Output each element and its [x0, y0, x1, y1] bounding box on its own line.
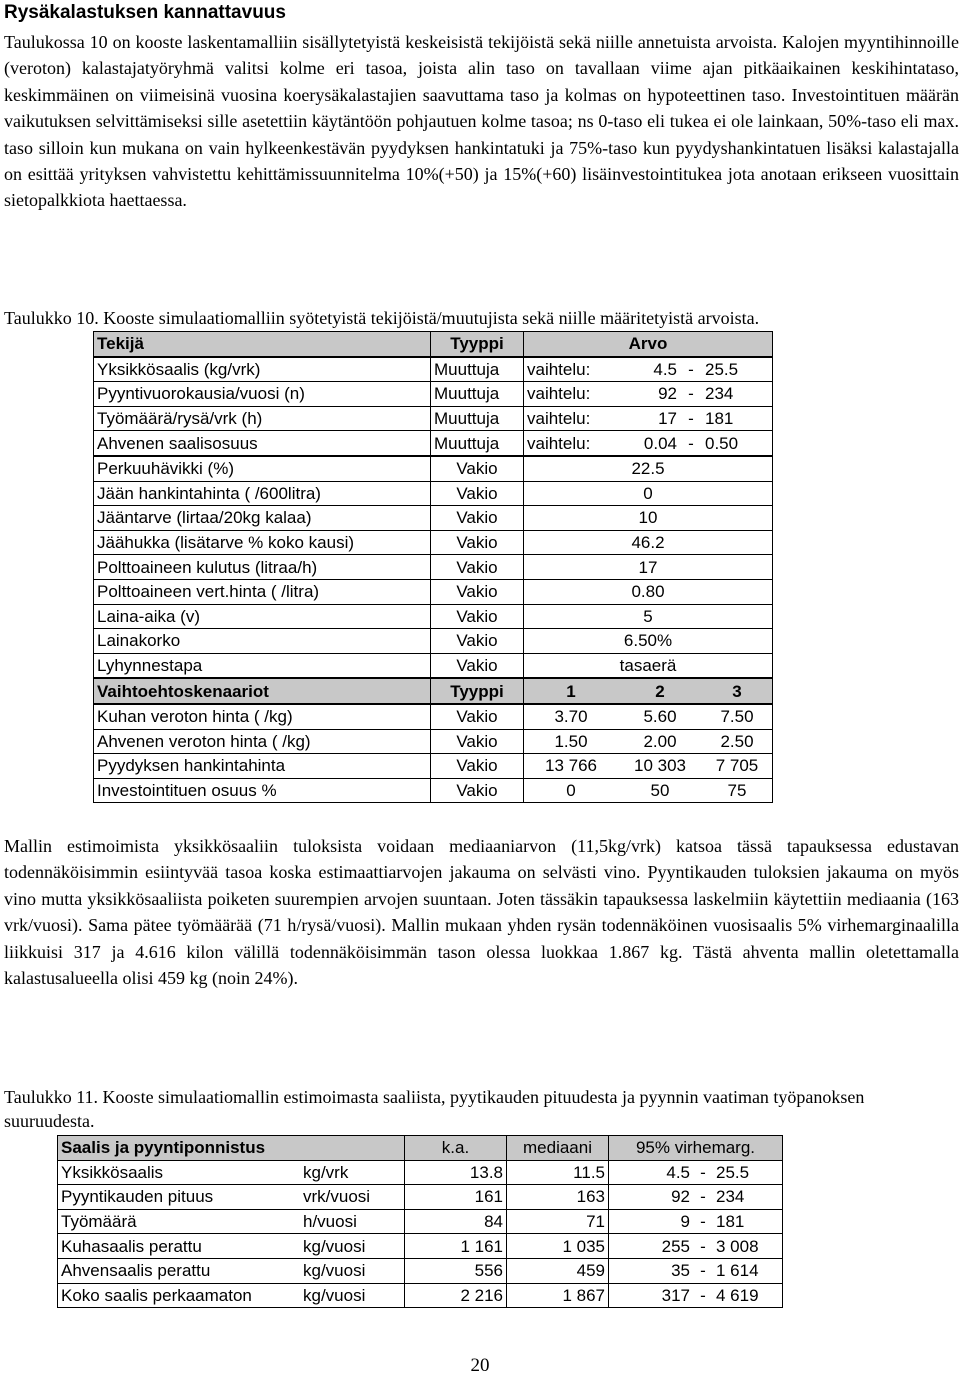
table-cell: Kuhasaalis perattu — [58, 1234, 301, 1259]
table-cell: Vakio — [431, 506, 524, 531]
table-cell: 22.5 — [524, 456, 773, 481]
table-cell: 234 — [713, 1185, 783, 1210]
table-row — [58, 1283, 783, 1308]
table-row — [94, 530, 773, 555]
intro-paragraph: Taulukossa 10 on kooste laskentamalliin sisällytetyistä keskeisistä tekijöistä sekä niille annetuista arvoista. Kalojen myyntihinnoille (veroton) kalastajatyöryhmä valitsi kolme eri tasoa, joista alin taso on tavallaan viime ajan pitkäaikainen keskihintataso, keskimmäinen on viimeisinä vuosina koerysäkalastajien saavuttama taso ja kolmas on hypoteettinen taso. Investointituen määrän vaikutuksen selvittämiseksi sille asetettiin käytäntöön pohjautuen kolme tasoa; ns 0-taso eli tukea ei ole lainkaan, 50%-taso eli max. taso silloin kun mukana on vain hylkeenkestävän pyydyksen hankintatuki ja 75%-taso kun pyydyshankintatuen lisäksi kalastajalla on esittää yrityksen vahvistettu kehittämissuunnitelma 10%(+50) ja 15%(+60) lisäinvestointitukea jota anotaan erikseen vuosittain sietopalkkiota haettaessa. — [4, 32, 959, 211]
table-cell: Vakio — [431, 579, 524, 604]
table-cell: kg/vuosi — [300, 1283, 405, 1308]
header-cell: Vaihtoehtoskenaariot — [94, 678, 431, 704]
table-cell: - — [693, 1209, 713, 1234]
table-row — [94, 481, 773, 506]
table-cell: Investointituen osuus % — [94, 778, 431, 803]
table-cell: - — [680, 406, 702, 431]
table-cell: 9 — [609, 1209, 694, 1234]
table-cell: Muuttuja — [431, 406, 524, 431]
table-cell: 0 — [524, 778, 619, 803]
table-header-row — [94, 332, 773, 357]
table-cell: 92 — [618, 382, 680, 407]
table10-model-inputs — [93, 331, 773, 803]
table-cell: 10 — [524, 506, 773, 531]
header-cell: Tekijä — [94, 332, 431, 357]
table-row — [94, 555, 773, 580]
table-header-row — [58, 1136, 783, 1161]
table-cell: vaihtelu: — [524, 431, 619, 456]
table-cell: - — [693, 1234, 713, 1259]
table-cell: 2.50 — [702, 729, 773, 754]
table-cell: Polttoaineen vert.hinta ( /litra) — [94, 579, 431, 604]
header-cell: k.a. — [405, 1136, 507, 1161]
table-header-row — [94, 678, 773, 704]
table-cell: 255 — [609, 1234, 694, 1259]
table-cell: tasaerä — [524, 653, 773, 678]
table-cell: Vakio — [431, 555, 524, 580]
table-row — [94, 431, 773, 456]
table-cell: 181 — [713, 1209, 783, 1234]
table-row — [94, 357, 773, 382]
table-row — [58, 1234, 783, 1259]
results-paragraph: Mallin estimoimista yksikkösaaliin tuloksista voidaan mediaaniarvon (11,5kg/vrk) katsoa tässä tapauksessa edustavan todennäköisimmin esiintyvää tasoa koska estimaattiarvojen jakauma on selvästi vino. Pyyntikauden tuloksien jakauma on myös vino mutta yksikkösaaliista poiketen suurempien arvojen suuntaan. Joten tässäkin tapauksessa laskelmiin käytettiin mediaania (163 vrk/vuosi). Sama pätee työmäärää (71 h/rysä/vuosi). Mallin mukaan yhden rysän todennäköinen vuosisaalis 5% virhemarginaalilla liikkuisi 317 ja 4.616 kilon välillä todennäköisimmän tason olessa luokkaa 1.867 kg. Tästä ahventa mallin oletettamalla kalastusalueella olisi 459 kg (noin 24%). — [4, 836, 959, 989]
table-cell: Vakio — [431, 754, 524, 779]
table-cell: Pyydyksen hankintahinta — [94, 754, 431, 779]
table-cell: 13.8 — [405, 1160, 507, 1185]
table-cell: 7.50 — [702, 704, 773, 729]
table-cell: 1 614 — [713, 1258, 783, 1283]
table-cell: kg/vuosi — [300, 1234, 405, 1259]
table-cell: Vakio — [431, 629, 524, 654]
table-cell: Lyhynnestapa — [94, 653, 431, 678]
table-row — [94, 629, 773, 654]
table-cell: 459 — [507, 1258, 609, 1283]
table-cell: Vakio — [431, 729, 524, 754]
table-cell: 0 — [524, 481, 773, 506]
table-cell: 317 — [609, 1283, 694, 1308]
table-cell: 7 705 — [702, 754, 773, 779]
table-cell: 5.60 — [618, 704, 702, 729]
table-cell: 5 — [524, 604, 773, 629]
table-cell: 1 867 — [507, 1283, 609, 1308]
table-cell: 84 — [405, 1209, 507, 1234]
table-cell: Polttoaineen kulutus (litraa/h) — [94, 555, 431, 580]
header-cell — [300, 1136, 405, 1161]
table-cell: Perkuuhävikki (%) — [94, 456, 431, 481]
page-number: 20 — [470, 1355, 490, 1376]
table-cell: - — [693, 1283, 713, 1308]
table-cell: 35 — [609, 1258, 694, 1283]
table-cell: Muuttuja — [431, 431, 524, 456]
table-cell: 0.80 — [524, 579, 773, 604]
table-cell: 50 — [618, 778, 702, 803]
table-cell: 13 766 — [524, 754, 619, 779]
table-cell: kg/vrk — [300, 1160, 405, 1185]
table-cell: Koko saalis perkaamaton — [58, 1283, 301, 1308]
table-row — [94, 729, 773, 754]
table-cell: 11.5 — [507, 1160, 609, 1185]
table-cell: Vakio — [431, 481, 524, 506]
table-cell: Vakio — [431, 530, 524, 555]
table-row — [58, 1185, 783, 1210]
section-heading: Rysäkalastuksen kannattavuus — [4, 2, 286, 23]
table-cell: Vakio — [431, 653, 524, 678]
table-row — [94, 456, 773, 481]
table-cell: - — [680, 357, 702, 382]
header-cell: 95% virhemarg. — [609, 1136, 783, 1161]
header-cell: Saalis ja pyyntiponnistus — [58, 1136, 301, 1161]
table-cell: Työmäärä/rysä/vrk (h) — [94, 406, 431, 431]
table-cell: Työmäärä — [58, 1209, 301, 1234]
table-row — [94, 382, 773, 407]
table-cell: 161 — [405, 1185, 507, 1210]
table-cell: 181 — [702, 406, 773, 431]
table-cell: 163 — [507, 1185, 609, 1210]
table-row — [94, 604, 773, 629]
table-cell: Lainakorko — [94, 629, 431, 654]
table-cell: 25.5 — [713, 1160, 783, 1185]
table-row — [58, 1258, 783, 1283]
table-cell: 25.5 — [702, 357, 773, 382]
table-row — [58, 1160, 783, 1185]
table-cell: - — [693, 1185, 713, 1210]
table-cell: 0.50 — [702, 431, 773, 456]
table-cell: Ahvenen veroton hinta ( /kg) — [94, 729, 431, 754]
table-cell: 1 035 — [507, 1234, 609, 1259]
table-cell: 17 — [524, 555, 773, 580]
table-cell: kg/vuosi — [300, 1258, 405, 1283]
table-cell: Pyyntikauden pituus — [58, 1185, 301, 1210]
table-cell: 71 — [507, 1209, 609, 1234]
table-row — [94, 778, 773, 803]
table-cell: - — [693, 1258, 713, 1283]
table-cell: 75 — [702, 778, 773, 803]
table-cell: Kuhan veroton hinta ( /kg) — [94, 704, 431, 729]
table-cell: vrk/vuosi — [300, 1185, 405, 1210]
table-cell: 4.5 — [609, 1160, 694, 1185]
table-cell: vaihtelu: — [524, 406, 619, 431]
table-cell: Ahvensaalis perattu — [58, 1258, 301, 1283]
table-cell: 17 — [618, 406, 680, 431]
table-cell: Jään hankintahinta ( /600litra) — [94, 481, 431, 506]
table-cell: Vakio — [431, 456, 524, 481]
table-cell: 1.50 — [524, 729, 619, 754]
table-row — [94, 754, 773, 779]
table-cell: Muuttuja — [431, 357, 524, 382]
table11-caption: Taulukko 11. Kooste simulaatiomallin estimoimasta saaliista, pyytikauden pituudesta ja pyynnin vaatiman työpanoksen suuruudesta. — [4, 1087, 865, 1131]
table-cell: 3 008 — [713, 1234, 783, 1259]
table-cell: Jäähukka (lisätarve % koko kausi) — [94, 530, 431, 555]
header-cell: 2 — [618, 678, 702, 704]
table-cell: 4 619 — [713, 1283, 783, 1308]
table-cell: 4.5 — [618, 357, 680, 382]
table-cell: vaihtelu: — [524, 382, 619, 407]
table-cell: Vakio — [431, 778, 524, 803]
table-cell: h/vuosi — [300, 1209, 405, 1234]
table-cell: Laina-aika (v) — [94, 604, 431, 629]
table-cell: - — [680, 382, 702, 407]
header-cell: mediaani — [507, 1136, 609, 1161]
table-cell: Yksikkösaalis (kg/vrk) — [94, 357, 431, 382]
table-cell: Jääntarve (lirtaa/20kg kalaa) — [94, 506, 431, 531]
table-cell: 2.00 — [618, 729, 702, 754]
table-cell: - — [680, 431, 702, 456]
table-cell: 1 161 — [405, 1234, 507, 1259]
header-cell: Arvo — [524, 332, 773, 357]
table-cell: 234 — [702, 382, 773, 407]
table-row — [94, 406, 773, 431]
table-cell: Ahvenen saalisosuus — [94, 431, 431, 456]
table-row — [94, 653, 773, 678]
table-cell: 0.04 — [618, 431, 680, 456]
table-row — [94, 506, 773, 531]
table-cell: vaihtelu: — [524, 357, 619, 382]
header-cell: Tyyppi — [431, 332, 524, 357]
table-cell: 92 — [609, 1185, 694, 1210]
table-row — [58, 1209, 783, 1234]
table-cell: 556 — [405, 1258, 507, 1283]
header-cell: Tyyppi — [431, 678, 524, 704]
table-cell: 10 303 — [618, 754, 702, 779]
header-cell: 1 — [524, 678, 619, 704]
table-row — [94, 704, 773, 729]
table-row — [94, 579, 773, 604]
table-cell: 2 216 — [405, 1283, 507, 1308]
table-cell: Muuttuja — [431, 382, 524, 407]
table11-catch-estimates — [57, 1135, 783, 1308]
table-cell: 6.50% — [524, 629, 773, 654]
table10-caption: Taulukko 10. Kooste simulaatiomalliin syötetyistä tekijöistä/muutujista sekä niille määritetyistä arvoista. — [4, 308, 760, 328]
table-cell: - — [693, 1160, 713, 1185]
table-cell: 46.2 — [524, 530, 773, 555]
table-cell: Vakio — [431, 704, 524, 729]
header-cell: 3 — [702, 678, 773, 704]
table-cell: Vakio — [431, 604, 524, 629]
table-cell: Yksikkösaalis — [58, 1160, 301, 1185]
table-cell: 3.70 — [524, 704, 619, 729]
table-cell: Pyyntivuorokausia/vuosi (n) — [94, 382, 431, 407]
